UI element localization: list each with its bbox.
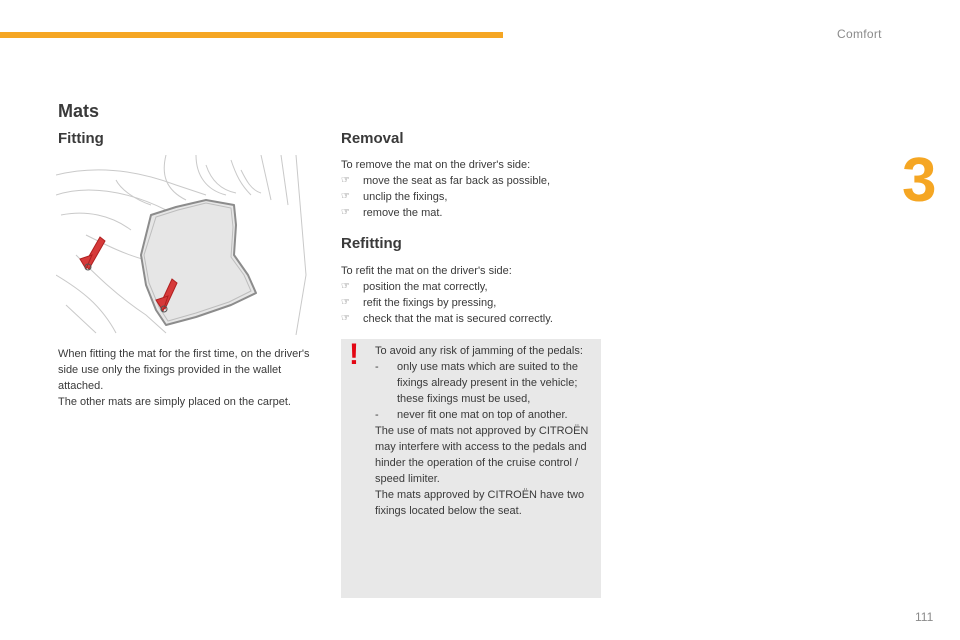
dash-marker: -	[375, 409, 379, 421]
pointing-hand-icon: ☞	[341, 297, 350, 308]
warning-item-text: never fit one mat on top of another.	[397, 409, 568, 421]
pointing-hand-icon: ☞	[341, 191, 350, 202]
step-text: position the mat correctly,	[363, 281, 488, 293]
step-text: refit the fixings by pressing,	[363, 297, 497, 309]
warning-list	[375, 359, 597, 423]
list-item	[375, 407, 597, 423]
dash-marker: -	[375, 361, 379, 373]
chapter-number: 3	[902, 146, 937, 215]
page-number: 111	[915, 610, 934, 624]
pointing-hand-icon: ☞	[341, 281, 350, 292]
refitting-text	[341, 263, 591, 327]
floor-mat-illustration	[56, 155, 314, 335]
list-item	[341, 279, 591, 295]
refitting-intro: To refit the mat on the driver's side:	[341, 265, 512, 277]
warning-intro: To avoid any risk of jamming of the pedals:	[375, 345, 583, 357]
refitting-heading: Refitting	[341, 235, 402, 252]
fitting-text	[58, 346, 323, 410]
list-item	[375, 359, 597, 407]
section-name: Comfort	[837, 27, 882, 41]
removal-heading: Removal	[341, 130, 404, 147]
step-text: remove the mat.	[363, 207, 443, 219]
warning-paragraph: The mats approved by CITROËN have two fixings located below the seat.	[375, 489, 585, 517]
removal-intro: To remove the mat on the driver's side:	[341, 159, 531, 171]
removal-steps	[341, 173, 591, 221]
list-item	[341, 173, 591, 189]
warning-item-text: only use mats which are suited to the fixings already present in the vehicle; these fixings must be used,	[397, 361, 578, 405]
page-title: Mats	[58, 101, 100, 121]
step-text: check that the mat is secured correctly.	[363, 313, 553, 325]
list-item	[341, 189, 591, 205]
list-item	[341, 205, 591, 221]
pointing-hand-icon: ☞	[341, 313, 350, 324]
exclamation-icon: !	[349, 338, 359, 371]
fitting-heading: Fitting	[58, 130, 104, 147]
step-text: unclip the fixings,	[363, 191, 448, 203]
fitting-paragraph: When fitting the mat for the first time, on the driver's side use only the fixings provided in the wallet attached.	[58, 348, 310, 392]
list-item	[341, 295, 591, 311]
pointing-hand-icon: ☞	[341, 207, 350, 218]
warning-paragraph: The use of mats not approved by CITROËN may interfere with access to the pedals and hinder the operation of the cruise control / speed limiter.	[375, 425, 589, 485]
refitting-steps	[341, 279, 591, 327]
fitting-paragraph: The other mats are simply placed on the carpet.	[58, 396, 291, 408]
header-accent-bar	[0, 32, 503, 38]
warning-text	[375, 343, 597, 519]
step-text: move the seat as far back as possible,	[363, 175, 551, 187]
removal-text	[341, 157, 591, 221]
list-item	[341, 311, 591, 327]
pointing-hand-icon: ☞	[341, 175, 350, 186]
